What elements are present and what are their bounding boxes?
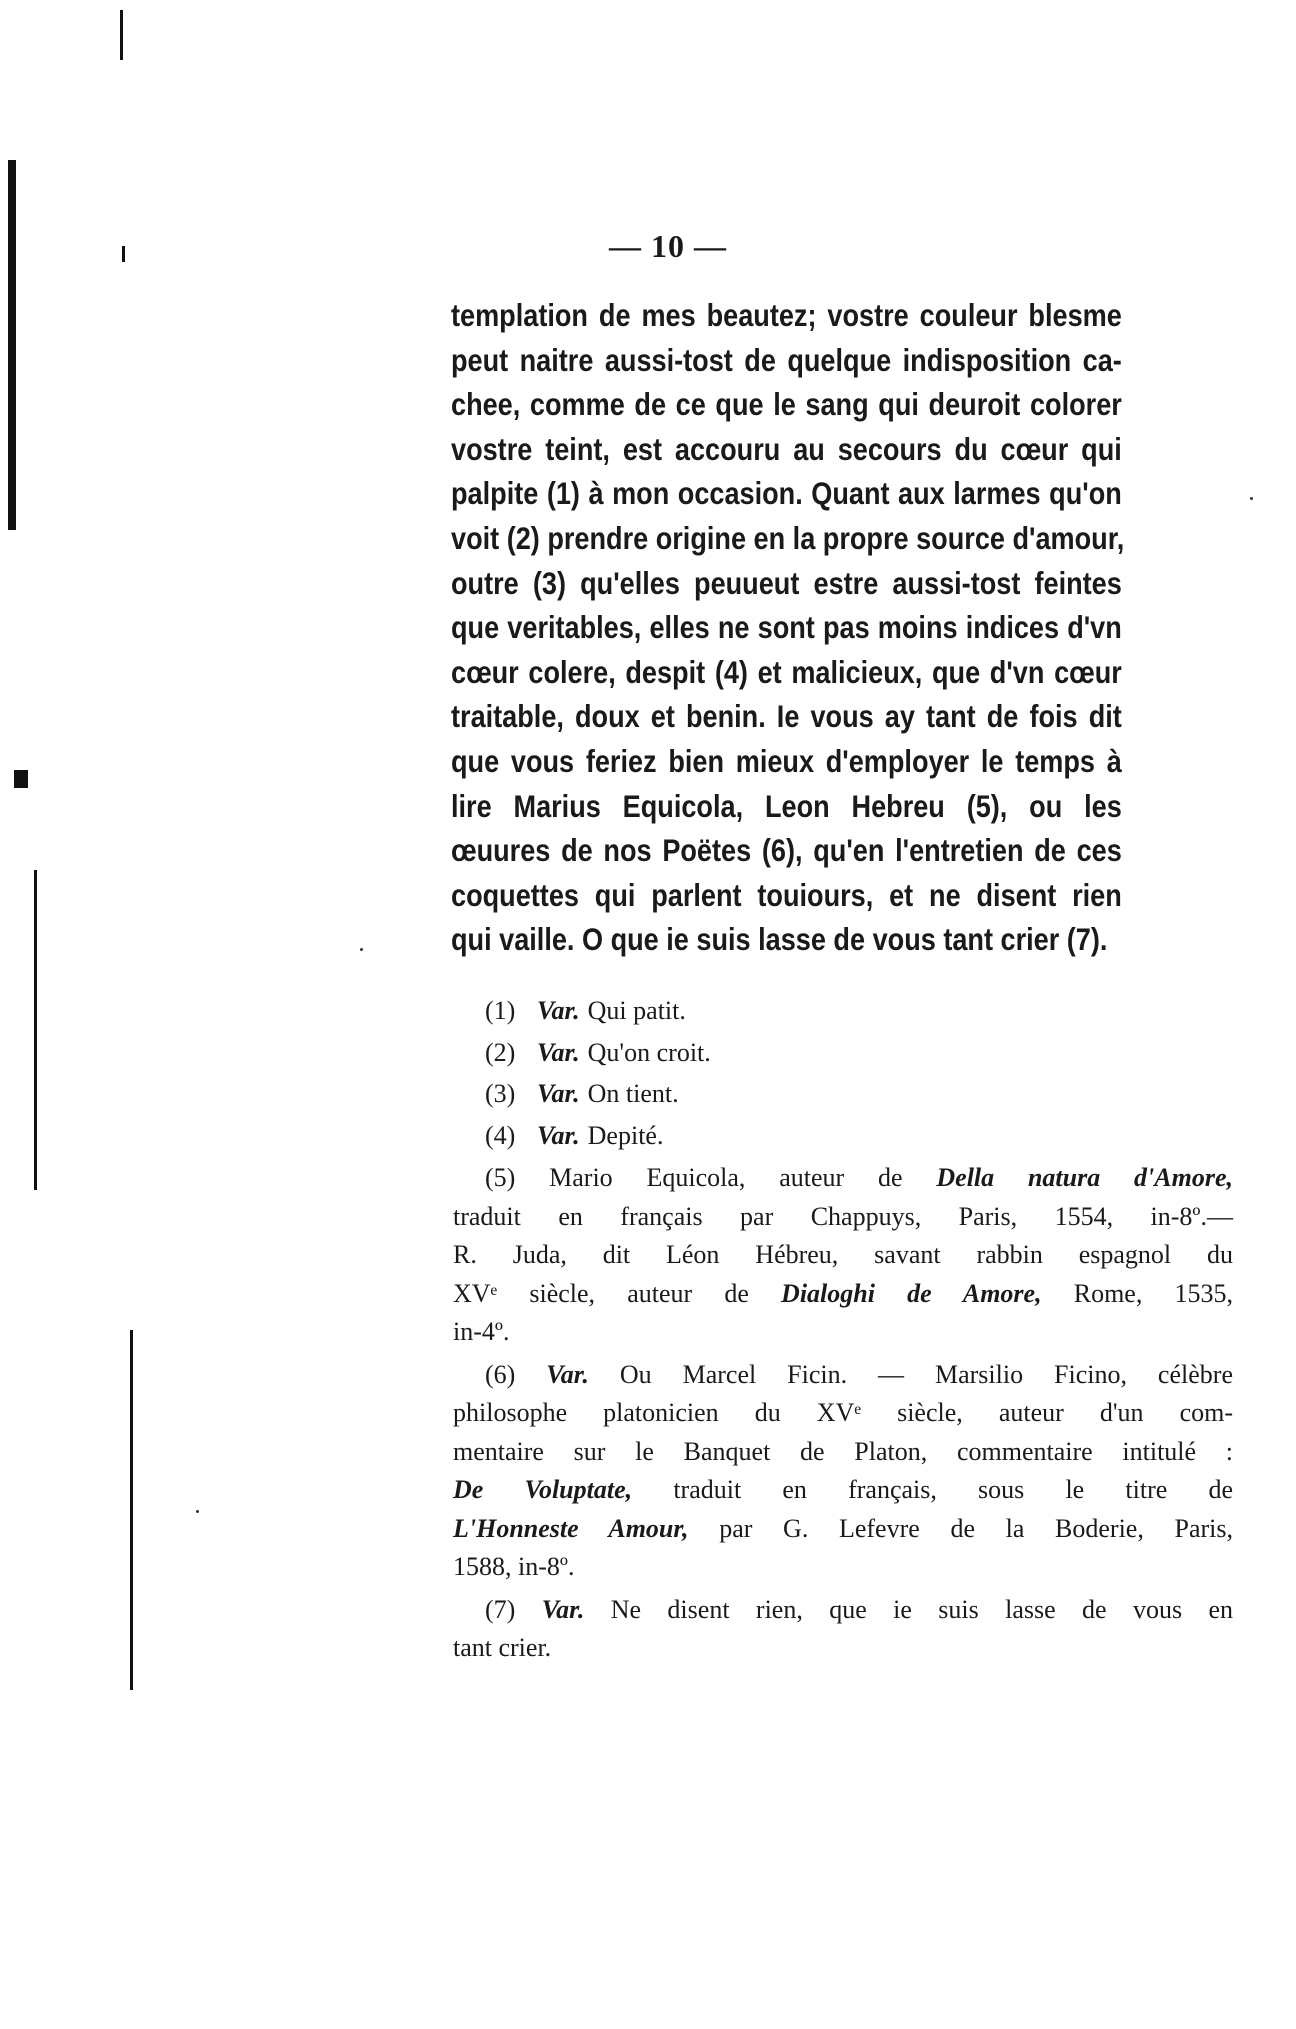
text-line: templation de mes beautez; vostre couleur blesme <box>451 297 1122 333</box>
footnote-line: philosophe platonicien du XVᵉ siècle, auteur d'un com- <box>453 1398 1233 1427</box>
text-line: qui vaille. O que ie suis lasse de vous tant crier (7). <box>451 921 1108 958</box>
footnote-line: (7) Var. Ne disent rien, que ie suis lasse de vous en <box>485 1594 1233 1624</box>
text-line: lire Marius Equicola, Leon Hebreu (5), ou les <box>451 787 1122 824</box>
margin-rule-low <box>130 1330 133 1690</box>
footnote-text: Qui patit. <box>587 996 686 1025</box>
footnote-line: tant crier. <box>453 1633 552 1662</box>
footnote-line: mentaire sur le Banquet de Platon, commentaire intitulé : <box>453 1436 1233 1466</box>
text-line: voit (2) prendre origine en la propre source d'amour, <box>451 519 1125 556</box>
margin-bar-top <box>8 160 16 530</box>
text-line: chee, comme de ce que le sang qui deuroit colorer <box>451 386 1122 423</box>
page-number: — 10 — <box>609 228 727 264</box>
text-line: traitable, doux et benin. Ie vous ay tant de fois dit <box>451 698 1122 735</box>
footnote-text: On tient. <box>587 1079 679 1108</box>
variant-label: Var. <box>537 1079 580 1108</box>
footnote-2 <box>485 1034 1233 1073</box>
margin-bar-mid <box>34 870 37 1190</box>
text-line: vostre teint, est accouru au secours du cœur qui <box>451 430 1122 467</box>
text-line: que veritables, elles ne sont pas moins indices d'vn <box>451 609 1122 646</box>
footnote-number: (3) <box>485 1079 516 1108</box>
speck <box>1250 497 1253 500</box>
variant-label: Var. <box>537 996 580 1025</box>
variant-label: Var. <box>537 1120 580 1150</box>
footnote-line: De Voluptate, traduit en français, sous le titre de <box>453 1475 1233 1504</box>
footnote-line: (6) Var. Ou Marcel Ficin. — Marsilio Ficino, célèbre <box>485 1359 1233 1389</box>
margin-mark-block <box>14 770 28 788</box>
footnote-5 <box>453 1159 1233 1352</box>
footnote-number: (1) <box>485 996 516 1025</box>
footnote-line: in-4º. <box>453 1317 510 1346</box>
main-text <box>451 293 1125 962</box>
footnote-line: 1588, in-8º. <box>453 1552 575 1581</box>
speck <box>196 1510 199 1513</box>
text-line: peut naitre aussi-tost de quelque indisposition ca- <box>451 341 1122 378</box>
footnote-line: traduit en français par Chappuys, Paris, 1554, in-8º.— <box>453 1201 1233 1231</box>
text-line: palpite (1) à mon occasion. Quant aux larmes qu'on <box>451 475 1122 512</box>
footnote-3 <box>485 1075 1233 1114</box>
footnote-4 <box>485 1117 1233 1156</box>
footnote-line: XVᵉ siècle, auteur de Dialoghi de Amore, Rome, 1535, <box>453 1278 1233 1308</box>
footnotes <box>453 992 1233 1668</box>
text-line: œuures de nos Poëtes (6), qu'en l'entretien de ces <box>451 832 1122 869</box>
footnote-line: L'Honneste Amour, par G. Lefevre de la Boderie, Paris, <box>453 1513 1233 1543</box>
footnote-line: R. Juda, dit Léon Hébreu, savant rabbin espagnol du <box>453 1240 1233 1269</box>
footnote-number: (4) <box>485 1120 516 1150</box>
text-line: cœur colere, despit (4) et malicieux, que d'vn cœur <box>451 653 1122 690</box>
footnote-text: Depité. <box>587 1120 664 1150</box>
footnote-7 <box>453 1591 1233 1668</box>
margin-tick-top <box>120 10 123 60</box>
text-line: coquettes qui parlent touiours, et ne disent rien <box>451 876 1122 913</box>
text-line: que vous feriez bien mieux d'employer le temps à <box>451 742 1122 779</box>
speck <box>360 948 363 951</box>
footnote-1 <box>485 992 1233 1031</box>
variant-label: Var. <box>537 1037 580 1067</box>
text-line: outre (3) qu'elles peuueut estre aussi-tost feintes <box>451 564 1122 601</box>
footnote-text: Qu'on croit. <box>587 1037 711 1067</box>
footnote-line: (5) Mario Equicola, auteur de Della natura d'Amore, <box>485 1163 1233 1192</box>
footnote-6 <box>453 1356 1233 1587</box>
footnote-number: (2) <box>485 1037 516 1067</box>
